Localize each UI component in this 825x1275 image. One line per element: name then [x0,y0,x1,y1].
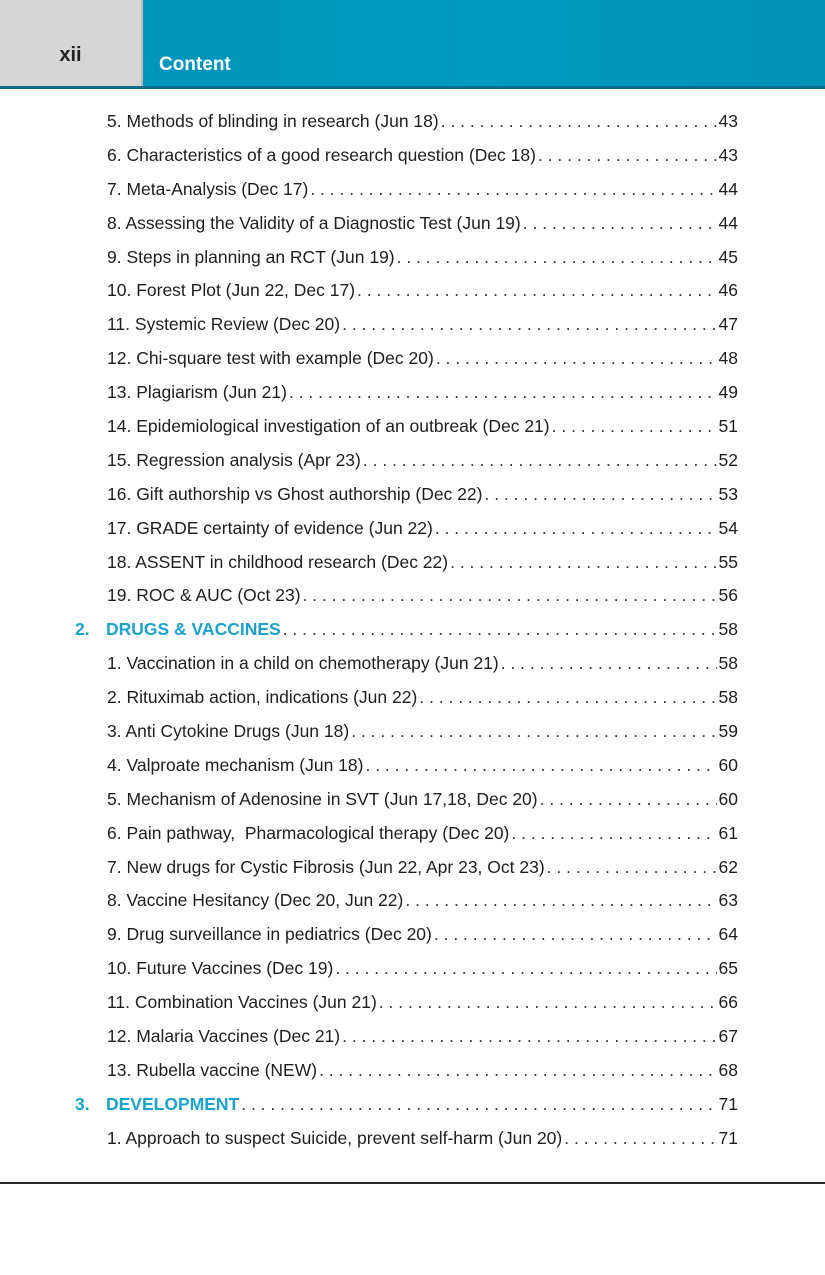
toc-entry-page: 48 [718,348,738,369]
toc-entry-title: 8. Assessing the Validity of a Diagnostic Test (Jun 19) [107,212,521,233]
dot-leader [342,1026,716,1046]
toc-entry-page: 60 [718,788,738,809]
toc-entry[interactable] [0,341,825,375]
toc-entry-page: 65 [718,958,738,979]
toc-entry[interactable] [0,1019,825,1053]
dot-leader [363,450,717,470]
toc-entry[interactable] [0,985,825,1019]
toc-entry-page: 58 [718,687,738,708]
dot-leader [435,518,717,538]
toc-entry-title: 6. Characteristics of a good research question (Dec 18) [107,144,536,165]
header-divider [0,86,825,89]
toc-entry[interactable] [0,375,825,409]
toc-entry-title: 10. Forest Plot (Jun 22, Dec 17) [107,280,356,301]
toc-entry-title: 5. Mechanism of Adenosine in SVT (Jun 17,18, Dec 20) [107,788,538,809]
dot-leader [441,111,717,131]
page-title: Content [159,54,231,75]
toc-entry-page: 43 [718,144,738,165]
toc-entry-title: 14. Epidemiological investigation of an outbreak (Dec 21) [107,415,550,436]
toc-entry-page: 71 [718,1127,738,1148]
toc-entry-page: 44 [718,178,738,199]
dot-leader [319,1060,716,1080]
toc-entry-title: 7. Meta-Analysis (Dec 17) [107,178,309,199]
toc-entry-page: 55 [718,551,738,572]
toc-entry-page: 51 [718,415,738,436]
toc-entry-page: 61 [718,822,738,843]
toc-entry[interactable] [0,714,825,748]
title-bar [143,0,825,86]
toc-entry-page: 43 [718,110,738,131]
toc-entry[interactable] [0,409,825,443]
toc-entry-page: 56 [718,585,738,606]
dot-leader [289,382,717,402]
toc-entry-title: 10. Future Vaccines (Dec 19) [107,958,334,979]
toc-entry-title: 12. Malaria Vaccines (Dec 21) [107,1025,341,1046]
toc-entry-title: 13. Plagiarism (Jun 21) [107,382,287,403]
toc-entry-page: 52 [718,449,738,470]
toc-entry-page: 45 [718,246,738,267]
toc-entry-title: 6. Pain pathway, Pharmacological therapy (Dec 20) [107,822,510,843]
footer-divider [0,1182,825,1184]
dot-leader [501,653,717,673]
toc-entry-page: 62 [718,856,738,877]
toc-entry-title: 1. Vaccination in a child on chemotherapy (Jun 21) [107,653,499,674]
toc-entry[interactable] [0,1121,825,1155]
toc-entry[interactable] [0,883,825,917]
dot-leader [357,280,716,300]
toc-entry-page: 60 [718,754,738,775]
dot-leader [419,687,716,707]
toc-entry-page: 54 [718,517,738,538]
toc-entry-title: 3. Anti Cytokine Drugs (Jun 18) [107,720,350,741]
dot-leader [484,484,716,504]
toc-entry[interactable] [0,850,825,884]
dot-leader [405,890,716,910]
toc-entry-title: 7. New drugs for Cystic Fibrosis (Jun 22, Apr 23, Oct 23) [107,856,545,877]
toc-entry-title: 17. GRADE certainty of evidence (Jun 22) [107,517,433,538]
page-header [0,0,825,89]
dot-leader [379,992,717,1012]
toc-entry-page: 64 [718,924,738,945]
toc-entry-page: 59 [718,720,738,741]
dot-leader [436,348,717,368]
toc-entry[interactable] [0,578,825,612]
dot-leader [283,619,717,639]
toc-section-development[interactable] [0,1087,825,1121]
toc-entry[interactable] [0,646,825,680]
dot-leader [523,213,717,233]
dot-leader [552,416,717,436]
toc-entry[interactable] [0,680,825,714]
toc-entry[interactable] [0,307,825,341]
dot-leader [310,179,716,199]
toc-entry[interactable] [0,240,825,274]
dot-leader [365,755,716,775]
page-number: xii [59,44,82,66]
toc-entry-page: 66 [718,992,738,1013]
dot-leader [540,789,717,809]
toc-entry-page: 67 [718,1025,738,1046]
toc-entry-page: 46 [718,280,738,301]
toc-entry-title: 9. Drug surveillance in pediatrics (Dec 20) [107,924,432,945]
section-title: DEVELOPMENT [106,1093,240,1114]
toc-entry-title: 16. Gift authorship vs Ghost authorship (Dec 22) [107,483,483,504]
toc-entry[interactable] [0,477,825,511]
dot-leader [511,823,716,843]
section-number: 2. [75,619,90,640]
toc-entry-title: 9. Steps in planning an RCT (Jun 19) [107,246,395,267]
toc-entry[interactable] [0,138,825,172]
table-of-contents [0,104,825,1155]
dot-leader [241,1094,716,1114]
toc-entry[interactable] [0,206,825,240]
toc-entry[interactable] [0,782,825,816]
toc-entry[interactable] [0,1053,825,1087]
dot-leader [538,145,717,165]
dot-leader [564,1128,716,1148]
toc-entry-title: 8. Vaccine Hesitancy (Dec 20, Jun 22) [107,890,404,911]
toc-entry-title: 12. Chi-square test with example (Dec 20) [107,348,434,369]
toc-entry-title: 4. Valproate mechanism (Jun 18) [107,754,364,775]
dot-leader [342,314,716,334]
toc-entry-page: 71 [718,1093,738,1114]
toc-entry-page: 49 [718,382,738,403]
toc-entry[interactable] [0,273,825,307]
toc-entry-title: 13. Rubella vaccine (NEW) [107,1059,318,1080]
toc-entry-page: 44 [718,212,738,233]
toc-entry[interactable] [0,511,825,545]
dot-leader [303,585,717,605]
toc-entry-page: 68 [718,1059,738,1080]
toc-entry[interactable] [0,104,825,138]
toc-entry[interactable] [0,951,825,985]
toc-entry[interactable] [0,748,825,782]
toc-entry-title: 1. Approach to suspect Suicide, prevent self-harm (Jun 20) [107,1127,563,1148]
toc-entry-title: 5. Methods of blinding in research (Jun 18) [107,110,439,131]
toc-entry-page: 58 [718,619,738,640]
dot-leader [397,247,717,267]
toc-entry-title: 11. Systemic Review (Dec 20) [107,314,341,335]
toc-entry-title: 15. Regression analysis (Apr 23) [107,449,361,470]
toc-entry-page: 58 [718,653,738,674]
toc-entry-title: 18. ASSENT in childhood research (Dec 22) [107,551,449,572]
dot-leader [434,924,717,944]
toc-entry-title: 11. Combination Vaccines (Jun 21) [107,992,377,1013]
toc-entry-page: 63 [718,890,738,911]
toc-entry[interactable] [0,172,825,206]
toc-section-drugs-vaccines[interactable] [0,612,825,646]
toc-entry-title: 2. Rituximab action, indications (Jun 22) [107,687,418,708]
dot-leader [547,857,717,877]
toc-entry[interactable] [0,443,825,477]
dot-leader [335,958,716,978]
toc-entry[interactable] [0,816,825,850]
section-number: 3. [75,1093,90,1114]
dot-leader [450,552,716,572]
toc-entry-page: 53 [718,483,738,504]
dot-leader [351,721,716,741]
toc-entry[interactable] [0,545,825,579]
toc-entry[interactable] [0,917,825,951]
toc-entry-page: 47 [718,314,738,335]
toc-entry-title: 19. ROC & AUC (Oct 23) [107,585,301,606]
section-title: DRUGS & VACCINES [106,619,281,640]
page-number-box [0,0,143,86]
